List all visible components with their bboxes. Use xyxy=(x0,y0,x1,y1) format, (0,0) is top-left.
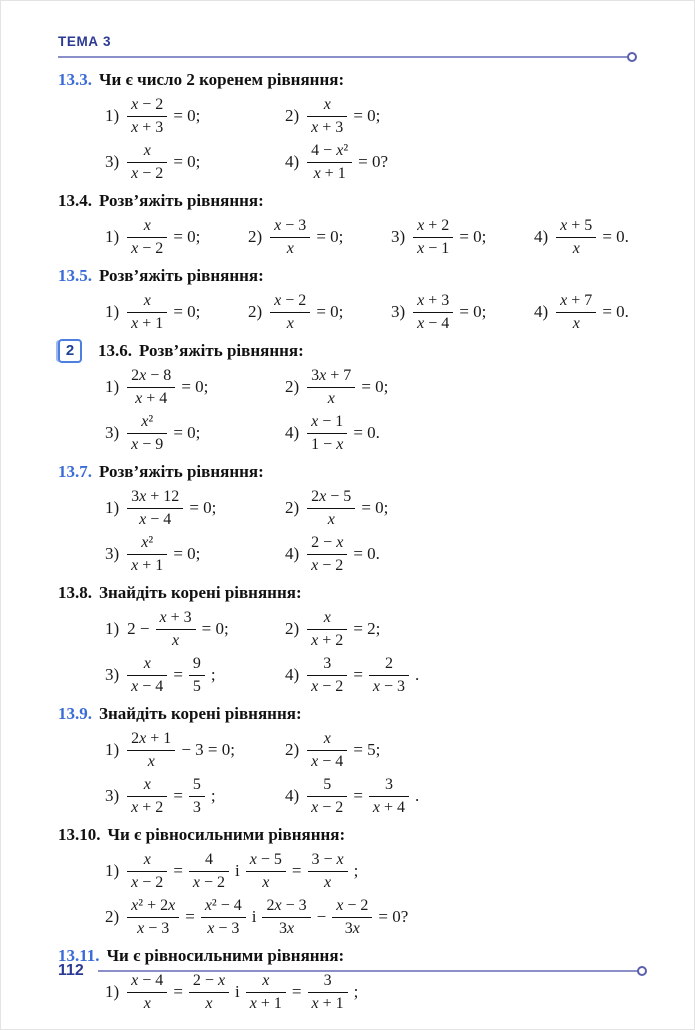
fraction-numerator: x + 3 xyxy=(156,608,196,630)
fraction-denominator: x − 2 xyxy=(131,873,164,891)
math-text: = 0; xyxy=(173,151,201,171)
fraction-numerator: 2 − x xyxy=(307,533,347,555)
item-label: 2) xyxy=(285,497,300,517)
fraction-denominator: x − 2 xyxy=(311,798,344,816)
exercise-138 xyxy=(58,581,638,698)
fraction xyxy=(369,775,409,816)
math-text: і xyxy=(235,860,240,880)
fraction-numerator: x + 2 xyxy=(413,216,453,238)
math-text: = 0; xyxy=(361,497,389,517)
item-label: 3) xyxy=(391,301,406,321)
fraction-numerator: 5 xyxy=(307,775,347,797)
fraction-numerator: x − 5 xyxy=(246,850,286,872)
fraction xyxy=(127,141,167,182)
item-label: 2) xyxy=(285,618,300,638)
math-text: ; xyxy=(210,785,216,805)
exercise-heading xyxy=(58,581,638,605)
fraction-denominator: x − 4 xyxy=(139,510,172,528)
math-text: = 0; xyxy=(361,376,389,396)
item-label: 3) xyxy=(105,785,120,805)
equation-item xyxy=(105,487,285,528)
fraction-numerator: x² xyxy=(127,533,167,555)
fraction-denominator: x + 2 xyxy=(311,631,344,649)
fraction-denominator: x xyxy=(286,314,294,332)
fraction-numerator: 4 − x² xyxy=(307,141,352,163)
fraction-numerator: x − 4 xyxy=(127,971,167,993)
fraction-denominator: x xyxy=(572,239,580,257)
fraction-numerator: 2 xyxy=(369,654,409,676)
math-text: = 2; xyxy=(353,618,381,638)
equation-row xyxy=(58,139,638,185)
exercise-number: 13.7. xyxy=(58,461,92,481)
equation-item xyxy=(534,291,677,332)
equation-row xyxy=(58,410,638,456)
equation-item xyxy=(248,216,391,257)
math-text: = xyxy=(291,981,302,1001)
fraction xyxy=(307,95,347,136)
fraction xyxy=(307,141,352,182)
fraction-numerator: 3x + 7 xyxy=(307,366,355,388)
fraction xyxy=(127,95,167,136)
math-text: = xyxy=(173,785,183,805)
item-label: 1) xyxy=(105,376,120,396)
fraction-denominator: x + 1 xyxy=(131,314,164,332)
equation-item xyxy=(105,533,285,574)
equation-row xyxy=(58,894,638,940)
fraction-numerator: x² + 2x xyxy=(127,896,179,918)
equation-item xyxy=(105,775,285,816)
math-text: − xyxy=(316,906,327,926)
exercise-number: 13.3. xyxy=(58,69,92,89)
math-text: = 0; xyxy=(181,376,209,396)
fraction-denominator: x − 2 xyxy=(192,873,226,891)
math-text: і xyxy=(235,981,240,1001)
math-text: = 0. xyxy=(602,226,629,246)
fraction xyxy=(307,775,347,816)
fraction-numerator: x xyxy=(127,775,167,797)
math-text: − 3 = 0; xyxy=(181,739,235,759)
fraction-denominator: 1 − x xyxy=(311,435,344,453)
fraction-numerator: 2x − 8 xyxy=(127,366,175,388)
fraction xyxy=(369,654,409,695)
fraction-denominator: x − 4 xyxy=(131,677,164,695)
equation-item xyxy=(285,729,465,770)
footer-rule xyxy=(98,970,638,972)
exercise-title: Чи є число 2 коренем рівняння: xyxy=(99,69,345,89)
exercise-title: Знайдіть корені рівняння: xyxy=(99,582,302,602)
fraction-denominator: x − 3 xyxy=(137,919,170,937)
item-label: 3) xyxy=(391,226,406,246)
fraction xyxy=(262,896,310,937)
fraction xyxy=(127,533,167,574)
exercise-135 xyxy=(58,264,638,335)
fraction xyxy=(189,775,205,816)
fraction xyxy=(413,291,453,332)
fraction-denominator: x + 3 xyxy=(131,118,164,136)
level-badge: 2 xyxy=(58,339,82,363)
math-text: ; xyxy=(210,664,216,684)
fraction-numerator: x + 7 xyxy=(556,291,596,313)
exercise-heading xyxy=(58,702,638,726)
fraction-numerator: x + 5 xyxy=(556,216,596,238)
equation-item xyxy=(105,366,285,407)
item-label: 1) xyxy=(105,497,120,517)
fraction xyxy=(307,366,355,407)
fraction-numerator: 3 xyxy=(308,971,348,993)
fraction xyxy=(307,412,347,453)
equation-item xyxy=(534,216,677,257)
fraction-denominator: x + 3 xyxy=(311,118,344,136)
fraction-numerator: x − 1 xyxy=(307,412,347,434)
math-text: = 0. xyxy=(353,543,380,563)
fraction xyxy=(246,850,286,891)
math-text: = 0? xyxy=(378,906,409,926)
fraction-numerator: 3 xyxy=(307,654,347,676)
fraction xyxy=(189,850,229,891)
fraction-numerator: 4 xyxy=(189,850,229,872)
item-label: 4) xyxy=(285,151,300,171)
item-label: 1) xyxy=(105,981,120,1001)
fraction-denominator: 5 xyxy=(192,677,201,695)
fraction-numerator: 9 xyxy=(189,654,205,676)
exercise-number: 13.6. xyxy=(98,340,132,360)
math-text: = 0; xyxy=(173,543,201,563)
fraction xyxy=(127,896,179,937)
fraction xyxy=(127,729,175,770)
fraction xyxy=(127,775,167,816)
fraction xyxy=(556,216,596,257)
fraction xyxy=(307,654,347,695)
math-text: = 0; xyxy=(316,226,344,246)
exercise-number: 13.4. xyxy=(58,190,92,210)
item-label: 4) xyxy=(285,785,300,805)
header-rule xyxy=(58,56,628,58)
math-text: = 0; xyxy=(189,497,217,517)
equation-row xyxy=(58,606,638,652)
fraction-numerator: x xyxy=(307,729,347,751)
exercise-heading xyxy=(58,339,638,363)
fraction-numerator: 2 − x xyxy=(189,971,229,993)
equation-row xyxy=(58,485,638,531)
math-text: = 0; xyxy=(353,105,381,125)
exercise-title: Розв’яжіть рівняння: xyxy=(99,265,264,285)
equation-item xyxy=(285,654,465,695)
fraction-denominator: 3 xyxy=(192,798,201,816)
item-label: 3) xyxy=(105,151,120,171)
equation-item xyxy=(105,729,285,770)
exercise-heading xyxy=(58,68,638,92)
page-number: 112 xyxy=(58,962,84,979)
fraction-denominator: x xyxy=(147,752,155,770)
footer-rule-end-circle-icon xyxy=(637,966,647,976)
exercise-number: 13.10. xyxy=(58,824,101,844)
fraction xyxy=(201,896,246,937)
math-text: . xyxy=(415,785,420,805)
item-label: 4) xyxy=(534,301,549,321)
fraction-denominator: x − 3 xyxy=(372,677,406,695)
fraction-numerator: 3 − x xyxy=(308,850,348,872)
equation-row xyxy=(58,93,638,139)
fraction-denominator: x − 1 xyxy=(417,239,450,257)
item-label: 2) xyxy=(285,105,300,125)
item-label: 1) xyxy=(105,739,120,759)
equation-item xyxy=(285,533,465,574)
fraction-denominator: x + 1 xyxy=(249,994,282,1012)
equation-item xyxy=(105,141,285,182)
fraction-numerator: x − 2 xyxy=(270,291,310,313)
equation-item xyxy=(105,412,285,453)
page-footer xyxy=(58,962,648,980)
math-text: = 0; xyxy=(201,618,229,638)
fraction-denominator: 3x xyxy=(344,919,360,937)
item-label: 4) xyxy=(534,226,549,246)
math-text: = xyxy=(173,664,183,684)
math-text: = xyxy=(185,906,195,926)
exercise-number: 13.8. xyxy=(58,582,92,602)
math-text: = 0; xyxy=(459,301,487,321)
fraction xyxy=(413,216,453,257)
math-text: = 0. xyxy=(602,301,629,321)
fraction-denominator: x xyxy=(262,873,270,891)
fraction-numerator: 5 xyxy=(189,775,205,797)
item-label: 4) xyxy=(285,543,300,563)
math-text: = 0; xyxy=(316,301,344,321)
math-text: = 0; xyxy=(459,226,487,246)
math-text: 2 − xyxy=(127,618,150,638)
equation-item xyxy=(285,487,465,528)
fraction-denominator: x − 2 xyxy=(311,556,344,574)
fraction-denominator: x + 2 xyxy=(131,798,164,816)
item-label: 1) xyxy=(105,226,120,246)
fraction-denominator: x + 1 xyxy=(313,164,346,182)
math-text: = xyxy=(353,785,363,805)
item-label: 2) xyxy=(285,376,300,396)
item-label: 4) xyxy=(285,664,300,684)
fraction-denominator: x + 1 xyxy=(131,556,164,574)
exercise-number: 13.5. xyxy=(58,265,92,285)
fraction xyxy=(307,608,347,649)
exercise-134 xyxy=(58,189,638,260)
fraction-denominator: x xyxy=(327,389,335,407)
fraction-numerator: x xyxy=(127,850,167,872)
math-text: = 0; xyxy=(173,301,201,321)
fraction-numerator: x + 3 xyxy=(413,291,453,313)
fraction-denominator: x xyxy=(205,994,213,1012)
fraction xyxy=(127,487,183,528)
fraction xyxy=(307,487,355,528)
item-label: 3) xyxy=(105,422,120,442)
chapter-label: ТЕМА 3 xyxy=(58,34,112,49)
fraction xyxy=(307,533,347,574)
fraction-denominator: x − 2 xyxy=(131,164,164,182)
exercise-heading xyxy=(58,460,638,484)
fraction xyxy=(127,412,167,453)
fraction xyxy=(156,608,196,649)
fraction-numerator: x² xyxy=(127,412,167,434)
math-text: = xyxy=(291,860,302,880)
fraction-denominator: x xyxy=(327,510,335,528)
fraction xyxy=(127,291,167,332)
item-label: 1) xyxy=(105,105,120,125)
equation-item xyxy=(248,291,391,332)
fraction xyxy=(556,291,596,332)
fraction-numerator: x − 2 xyxy=(127,95,167,117)
exercise-title: Знайдіть корені рівняння: xyxy=(99,703,302,723)
math-text: = 0? xyxy=(358,151,388,171)
item-label: 3) xyxy=(105,664,120,684)
fraction-denominator: x xyxy=(172,631,180,649)
fraction-denominator: x + 1 xyxy=(311,994,344,1012)
fraction-numerator: x xyxy=(127,141,167,163)
math-text: = 0; xyxy=(173,226,201,246)
equation-row xyxy=(58,848,638,894)
exercise-title: Чи є рівносильними рівняння: xyxy=(106,945,345,965)
math-text: . xyxy=(415,664,420,684)
fraction-numerator: 2x − 5 xyxy=(307,487,355,509)
exercise-title: Розв’яжіть рівняння: xyxy=(99,190,264,210)
equation-item xyxy=(105,95,285,136)
fraction-numerator: 3x + 12 xyxy=(127,487,183,509)
fraction xyxy=(127,216,167,257)
item-label: 3) xyxy=(105,543,120,563)
equation-item xyxy=(285,366,465,407)
fraction-denominator: x − 4 xyxy=(311,752,344,770)
math-text: = 0; xyxy=(173,105,201,125)
item-label: 1) xyxy=(105,301,120,321)
fraction xyxy=(270,291,310,332)
math-text: ; xyxy=(353,860,359,880)
fraction-denominator: x − 2 xyxy=(131,239,164,257)
equation-item xyxy=(391,216,534,257)
math-text: = 5; xyxy=(353,739,381,759)
item-label: 1) xyxy=(105,618,120,638)
math-text: і xyxy=(251,906,257,926)
equation-item xyxy=(285,95,465,136)
fraction-denominator: 3x xyxy=(279,919,295,937)
exercise-136 xyxy=(58,339,638,456)
equation-item xyxy=(105,216,248,257)
fraction-denominator: x + 4 xyxy=(372,798,406,816)
equation-item xyxy=(285,412,465,453)
fraction xyxy=(308,850,348,891)
equation-row xyxy=(58,727,638,773)
fraction-numerator: x xyxy=(307,608,347,630)
math-text: = xyxy=(173,860,183,880)
equation-item xyxy=(105,850,361,891)
item-label: 2) xyxy=(285,739,300,759)
equation-row xyxy=(58,773,638,819)
fraction-numerator: x² − 4 xyxy=(201,896,246,918)
item-label: 2) xyxy=(248,226,263,246)
fraction-numerator: x xyxy=(307,95,347,117)
fraction xyxy=(307,729,347,770)
fraction-numerator: x − 2 xyxy=(332,896,372,918)
math-text: = xyxy=(353,664,363,684)
exercise-title: Розв’яжіть рівняння: xyxy=(139,340,304,360)
fraction xyxy=(270,216,310,257)
exercise-heading xyxy=(58,823,638,847)
fraction-denominator: x + 4 xyxy=(135,389,168,407)
exercise-1310 xyxy=(58,823,638,940)
fraction-denominator: x − 3 xyxy=(207,919,240,937)
exercise-133 xyxy=(58,68,638,185)
item-label: 2) xyxy=(105,906,120,926)
page-header xyxy=(58,34,638,58)
math-text: = 0. xyxy=(353,422,380,442)
equation-item xyxy=(105,896,411,937)
fraction xyxy=(127,654,167,695)
fraction xyxy=(127,366,175,407)
exercise-title: Розв’яжіть рівняння: xyxy=(99,461,264,481)
exercise-139 xyxy=(58,702,638,819)
equation-item xyxy=(285,141,465,182)
fraction-denominator: x xyxy=(143,994,151,1012)
fraction-numerator: 2x − 3 xyxy=(262,896,310,918)
fraction-denominator: x xyxy=(324,873,332,891)
equation-row xyxy=(58,214,638,260)
exercise-number: 13.9. xyxy=(58,703,92,723)
exercise-heading xyxy=(58,264,638,288)
exercise-137 xyxy=(58,460,638,577)
fraction xyxy=(127,850,167,891)
fraction-denominator: x − 4 xyxy=(417,314,450,332)
item-label: 4) xyxy=(285,422,300,442)
equation-row xyxy=(58,652,638,698)
equation-item xyxy=(285,608,465,649)
fraction-numerator: x xyxy=(127,291,167,313)
fraction-denominator: x − 2 xyxy=(311,677,344,695)
equation-item xyxy=(105,291,248,332)
fraction-numerator: x xyxy=(246,971,286,993)
exercise-heading xyxy=(58,189,638,213)
fraction-denominator: x xyxy=(572,314,580,332)
equation-row xyxy=(58,364,638,410)
equation-item xyxy=(105,608,285,649)
equation-item xyxy=(105,654,285,695)
fraction xyxy=(189,654,205,695)
fraction-numerator: x xyxy=(127,216,167,238)
equation-row xyxy=(58,289,638,335)
exercise-number: 13.11. xyxy=(58,945,100,965)
fraction-numerator: x − 3 xyxy=(270,216,310,238)
math-text: = xyxy=(173,981,183,1001)
fraction xyxy=(332,896,372,937)
fraction-denominator: x − 9 xyxy=(131,435,164,453)
header-rule-end-circle-icon xyxy=(627,52,637,62)
equation-item xyxy=(285,775,465,816)
exercise-list xyxy=(58,68,638,1015)
math-text: ; xyxy=(353,981,359,1001)
fraction-numerator: x xyxy=(127,654,167,676)
fraction-numerator: 2x + 1 xyxy=(127,729,175,751)
fraction-numerator: 3 xyxy=(369,775,409,797)
equation-row xyxy=(58,531,638,577)
math-text: = 0; xyxy=(173,422,201,442)
item-label: 1) xyxy=(105,860,120,880)
fraction-denominator: x xyxy=(286,239,294,257)
equation-item xyxy=(391,291,534,332)
item-label: 2) xyxy=(248,301,263,321)
exercise-title: Чи є рівносильними рівняння: xyxy=(107,824,346,844)
